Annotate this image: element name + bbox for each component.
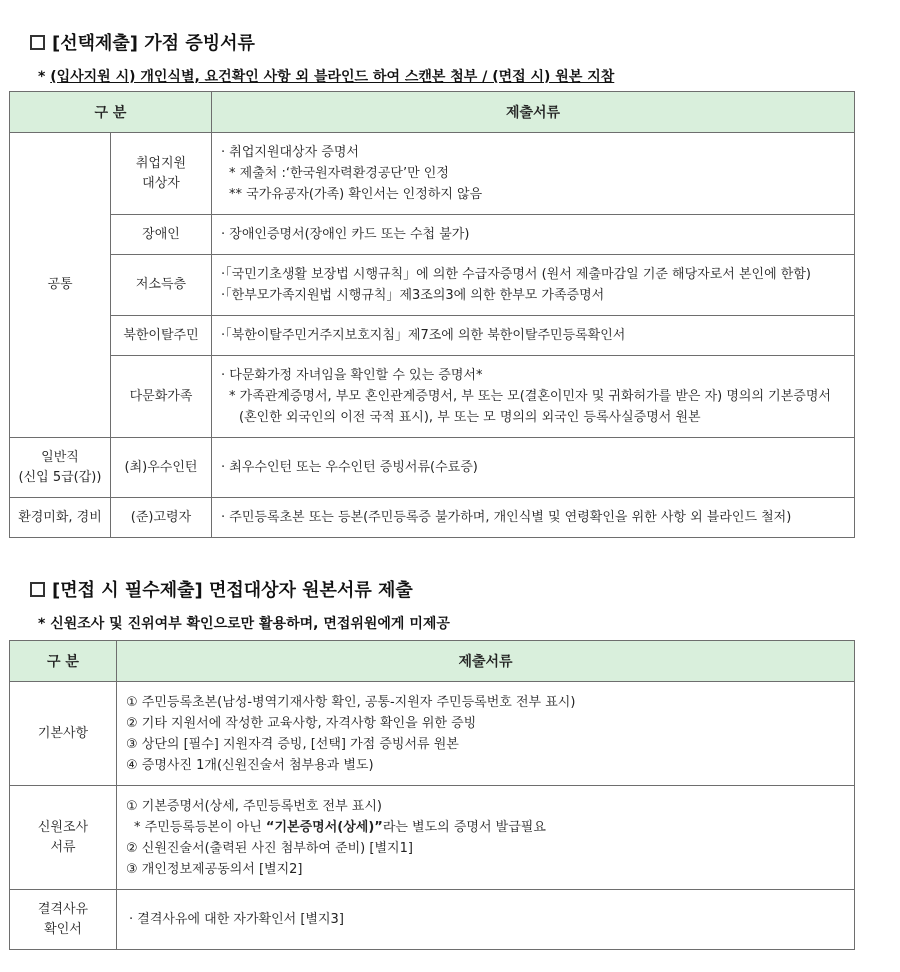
documents-cell: ① 주민등록초본(남성-병역기재사항 확인, 공통-지원자 주민등록번호 전부 표시) ② 기타 지원서에 작성한 교육사항, 자격사항 확인을 위한 증빙 ③ 상단의 [필수] 지원자격 증빙, [선택] 가점 증빙서류 원본 ④ 증명사진 1개(신원진술서 첨부용과 별도) <box>117 682 855 786</box>
group-general: 일반직 (신입 5급(갑)) <box>10 438 111 498</box>
documents-cell: · 결격사유에 대한 자가확인서 [별지3] <box>117 890 855 950</box>
section2-note: * 신원조사 및 진위여부 확인으로만 활용하며, 면접위원에게 미제공 <box>38 616 450 632</box>
table-row <box>10 316 855 356</box>
section1-note: * (입사지원 시) 개인식별, 요건확인 사항 외 블라인드 하여 스캔본 첨부 / (면접 시) 원본 지참 <box>38 69 615 85</box>
group-common: 공통 <box>10 133 111 438</box>
sub-category: 북한이탈주민 <box>111 316 212 356</box>
header-documents: 제출서류 <box>212 92 855 133</box>
sub-category: 저소득층 <box>111 255 212 316</box>
documents-cell: ·「북한이탈주민거주지보호지침」제7조에 의한 북한이탈주민등록확인서 <box>212 316 855 356</box>
sub-category: (최)우수인턴 <box>111 438 212 498</box>
category-background: 신원조사 서류 <box>10 786 117 890</box>
sub-category: 다문화가족 <box>111 356 212 438</box>
category-basic: 기본사항 <box>10 682 117 786</box>
table-row <box>10 498 855 538</box>
sub-category: 장애인 <box>111 215 212 255</box>
documents-cell: · 최우수인턴 또는 우수인턴 증빙서류(수료증) <box>212 438 855 498</box>
documents-cell: · 다문화가정 자녀임을 확인할 수 있는 증명서* * 가족관계증명서, 부모 혼인관계증명서, 부 또는 모(결혼이민자 및 귀화허가를 받은 자) 명의의 기본증명서 (혼인한 외국인의 이전 국적 표시), 부 또는 모 명의의 외국인 등록사실증명서 원본 <box>212 356 855 438</box>
header-category: 구 분 <box>10 641 117 682</box>
table-header-row <box>10 92 855 133</box>
section1-title: [선택제출] 가점 증빙서류 <box>30 29 255 55</box>
checkbox-square-icon <box>30 582 45 597</box>
table-row <box>10 356 855 438</box>
sub-category: 취업지원 대상자 <box>111 133 212 215</box>
table-row <box>10 133 855 215</box>
sub-category: (준)고령자 <box>111 498 212 538</box>
checkbox-square-icon <box>30 35 45 50</box>
header-documents: 제출서류 <box>117 641 855 682</box>
table-row <box>10 890 855 950</box>
bonus-documents-table <box>9 91 855 538</box>
category-disqualification: 결격사유 확인서 <box>10 890 117 950</box>
section2-title: [면접 시 필수제출] 면접대상자 원본서류 제출 <box>30 576 413 602</box>
table-row <box>10 682 855 786</box>
interview-documents-table <box>9 640 855 950</box>
documents-cell: · 취업지원대상자 증명서 * 제출처 :‘한국원자력환경공단’만 인정 ** 국가유공자(가족) 확인서는 인정하지 않음 <box>212 133 855 215</box>
table-header-row <box>10 641 855 682</box>
table-row <box>10 786 855 890</box>
group-env: 환경미화, 경비 <box>10 498 111 538</box>
table-row <box>10 215 855 255</box>
documents-cell: · 주민등록초본 또는 등본(주민등록증 불가하며, 개인식별 및 연령확인을 위한 사항 외 블라인드 철저) <box>212 498 855 538</box>
table-row <box>10 255 855 316</box>
header-category: 구 분 <box>10 92 212 133</box>
documents-cell: ·「국민기초생활 보장법 시행규칙」에 의한 수급자증명서 (원서 제출마감일 기준 해당자로서 본인에 한함) ·「한부모가족지원법 시행규칙」제3조의3에 의한 한부모 가족증명서 <box>212 255 855 316</box>
documents-cell: · 장애인증명서(장애인 카드 또는 수첩 불가) <box>212 215 855 255</box>
table-row <box>10 438 855 498</box>
documents-cell: ① 기본증명서(상세, 주민등록번호 전부 표시) * 주민등록등본이 아닌 “기본증명서(상세)”라는 별도의 증명서 발급필요 ② 신원진술서(출력된 사진 첨부하여 준비) [별지1] ③ 개인정보제공동의서 [별지2] <box>117 786 855 890</box>
